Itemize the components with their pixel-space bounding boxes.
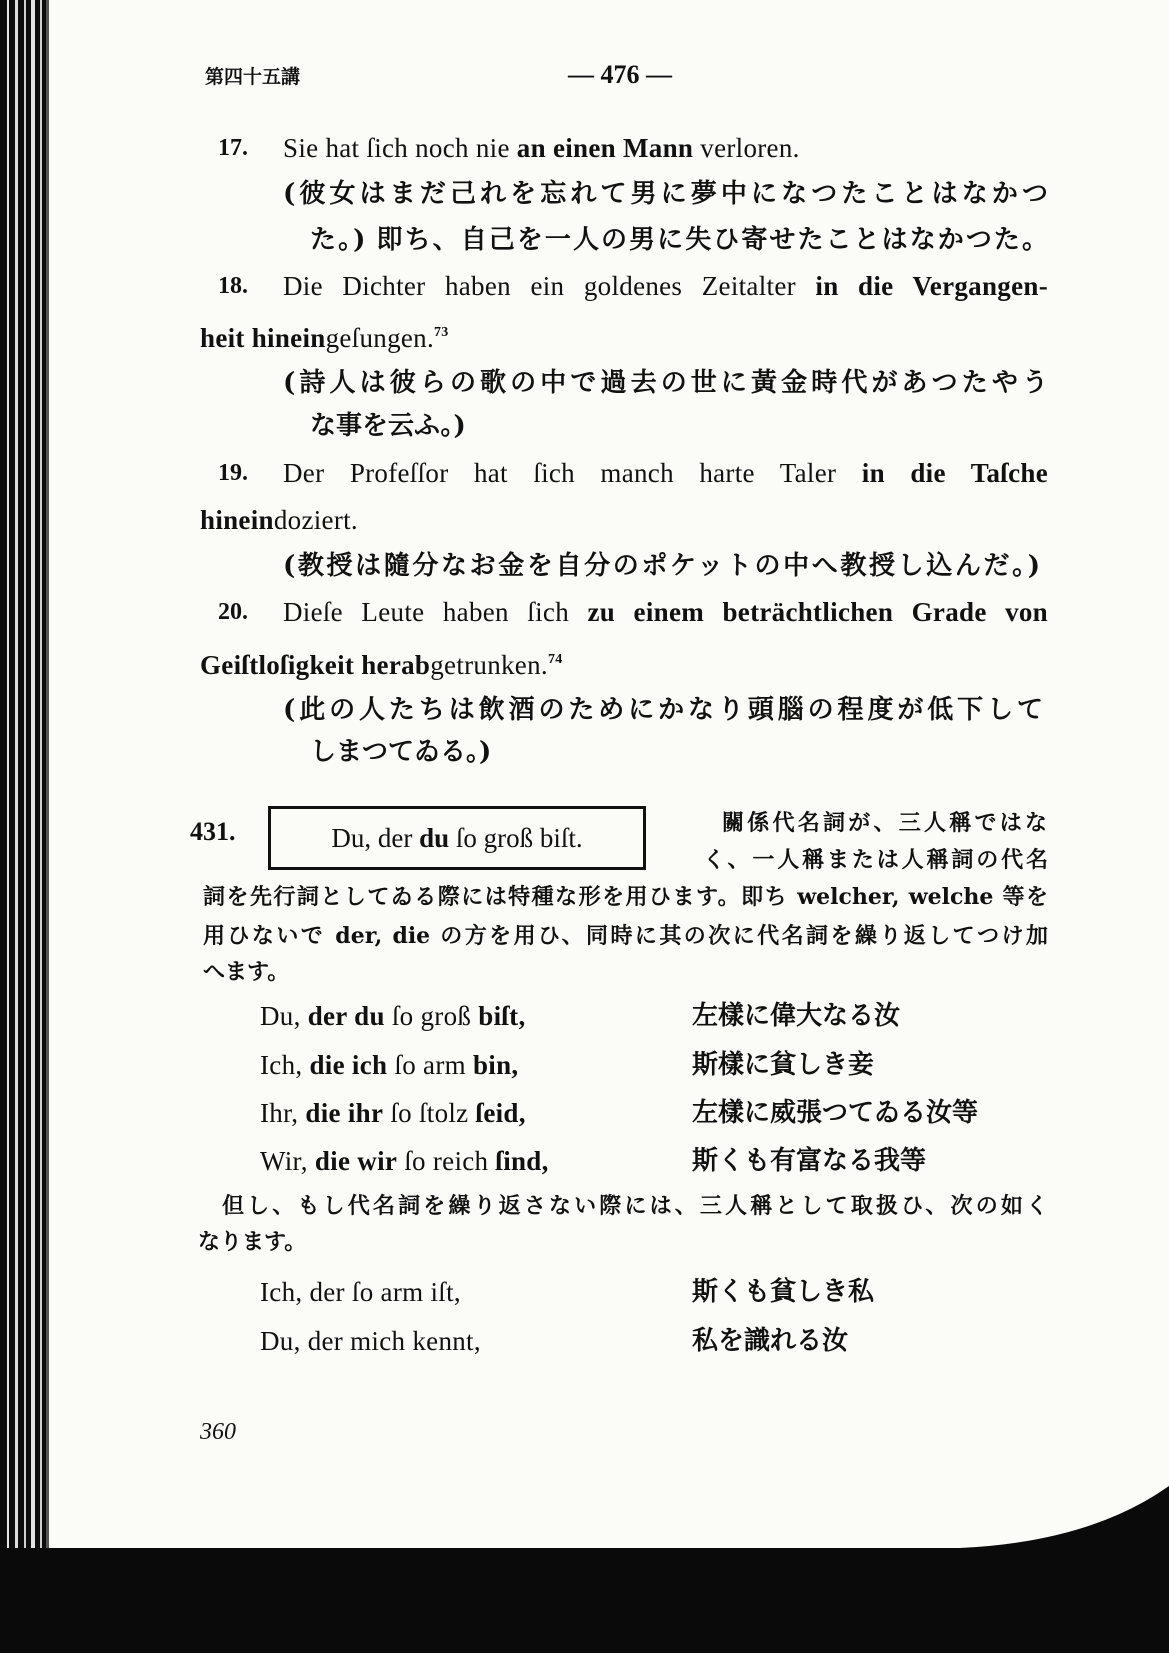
german-example bbox=[260, 999, 526, 1033]
sentence-text: ſo ſtolz bbox=[383, 1098, 476, 1128]
sentence-text: Dieſe Leute haben ſich bbox=[283, 597, 588, 627]
sentence-emphasis: an einen Mann bbox=[516, 133, 694, 163]
german-sentence bbox=[283, 595, 1048, 629]
german-sentence-continued bbox=[200, 316, 449, 355]
sentence-text: geſungen. bbox=[325, 323, 434, 353]
section-explanation: く、一人稱または人稱詞の代名 bbox=[703, 847, 1048, 873]
japanese-example: 左樣に威張つてゐる汝等 bbox=[692, 1098, 979, 1128]
japanese-translation: (此の人たちは飲酒のためにかなり頭腦の程度が低下して bbox=[283, 695, 1043, 725]
section-explanation: 詞を先行詞としてゐる際には特種な形を用ひます。即ち welcher, welche 等を bbox=[203, 884, 1048, 910]
section-note: なります。 bbox=[198, 1229, 307, 1255]
german-example: Du, der mich kennt, bbox=[260, 1326, 481, 1356]
footnote-marker: 74 bbox=[547, 652, 563, 667]
japanese-example: 私を識れる汝 bbox=[692, 1326, 849, 1356]
sentence-text: ſo arm bbox=[387, 1050, 473, 1080]
example-number: 17. bbox=[218, 135, 248, 161]
sentence-emphasis: die ihr bbox=[305, 1098, 384, 1128]
german-sentence bbox=[283, 131, 800, 165]
example-number: 20. bbox=[218, 599, 248, 625]
sentence-text: Du, bbox=[260, 1001, 308, 1031]
german-sentence bbox=[283, 269, 1048, 303]
japanese-translation: (教授は隨分なお金を自分のポケットの中へ教授し込んだ。) bbox=[283, 551, 1040, 581]
german-example bbox=[260, 1144, 549, 1178]
sentence-emphasis: zu einem beträchtlichen Grade von bbox=[587, 597, 1048, 627]
sentence-emphasis: Geiſtloſigkeit herab bbox=[200, 650, 431, 680]
boxed-example-text bbox=[271, 821, 643, 855]
boxed-example bbox=[268, 806, 646, 870]
sentence-text: Sie hat ſich noch nie bbox=[283, 133, 517, 163]
sentence-text: verloren. bbox=[693, 133, 800, 163]
example-number: 19. bbox=[218, 460, 248, 486]
sentence-emphasis: die wir bbox=[314, 1146, 398, 1176]
japanese-example: 斯樣に貧しき妾 bbox=[692, 1050, 875, 1080]
sentence-emphasis: ſind, bbox=[495, 1146, 549, 1176]
japanese-translation: な事を云ふ。) bbox=[310, 411, 466, 441]
sentence-text: Ihr, bbox=[260, 1098, 306, 1128]
german-sentence-continued bbox=[200, 643, 563, 682]
chapter-heading: 第四十五講 bbox=[205, 66, 301, 88]
example-number: 18. bbox=[218, 273, 248, 299]
sentence-emphasis: in die Vergangen- bbox=[815, 271, 1048, 301]
japanese-example: 斯くも有富なる我等 bbox=[692, 1146, 927, 1176]
german-example bbox=[260, 1096, 526, 1130]
footnote-marker: 73 bbox=[434, 325, 449, 340]
german-example bbox=[260, 1048, 518, 1082]
sentence-text: ſo reich bbox=[397, 1146, 496, 1176]
section-note: 但し、もし代名詞を繰り返さない際には、三人稱として取扱ひ、次の如く bbox=[222, 1193, 1048, 1219]
german-example: Ich, der ſo arm iſt, bbox=[260, 1277, 461, 1307]
german-sentence-continued bbox=[200, 503, 358, 537]
sentence-text: Ich, bbox=[260, 1050, 310, 1080]
section-explanation: へます。 bbox=[203, 959, 290, 985]
sentence-emphasis: der du bbox=[307, 1001, 385, 1031]
sentence-text: Die Dichter haben ein goldenes Zeitalter bbox=[283, 271, 816, 301]
sentence-text: Der Profeſſor hat ſich manch harte Taler bbox=[283, 458, 862, 488]
page-number-footer: 360 bbox=[200, 1419, 236, 1445]
sentence-text: ſo groß bbox=[384, 1001, 479, 1031]
sentence-emphasis: bin, bbox=[472, 1050, 519, 1080]
sentence-text: getrunken. bbox=[430, 650, 548, 680]
japanese-example: 斯くも貧しき私 bbox=[692, 1277, 875, 1307]
sentence-text: Wir, bbox=[260, 1146, 315, 1176]
section-number: 431. bbox=[190, 817, 236, 846]
german-sentence bbox=[283, 456, 1048, 490]
section-explanation: 用ひないで der, die の方を用ひ、同時に其の次に代名詞を繰り返してつけ加 bbox=[203, 923, 1048, 949]
page-number-header: — 476 — bbox=[568, 60, 672, 89]
japanese-translation: (詩人は彼らの歌の中で過去の世に黃金時代があつたやう bbox=[283, 368, 1048, 398]
sentence-emphasis: biſt, bbox=[478, 1001, 526, 1031]
section-explanation: 關係代名詞が、三人稱ではな bbox=[722, 810, 1047, 836]
sentence-text: ſo groß biſt. bbox=[449, 823, 583, 853]
sentence-text: doziert. bbox=[273, 505, 358, 535]
sentence-emphasis: hinein bbox=[200, 505, 274, 535]
sentence-emphasis: heit hinein bbox=[200, 323, 326, 353]
japanese-translation: しまつてゐる。) bbox=[310, 737, 492, 767]
japanese-example: 左樣に偉大なる汝 bbox=[692, 1001, 901, 1031]
japanese-translation: た。) 即ち、自己を一人の男に失ひ寄せたことはなかつた。 bbox=[310, 225, 1048, 255]
sentence-emphasis: in die Taſche bbox=[861, 458, 1049, 488]
sentence-emphasis: du bbox=[419, 823, 450, 853]
sentence-emphasis: ſeid, bbox=[475, 1098, 526, 1128]
sentence-emphasis: die ich bbox=[309, 1050, 388, 1080]
japanese-translation: (彼女はまだ己れを忘れて男に夢中になつたことはなかつ bbox=[283, 179, 1048, 209]
sentence-text: Du, der bbox=[331, 823, 420, 853]
